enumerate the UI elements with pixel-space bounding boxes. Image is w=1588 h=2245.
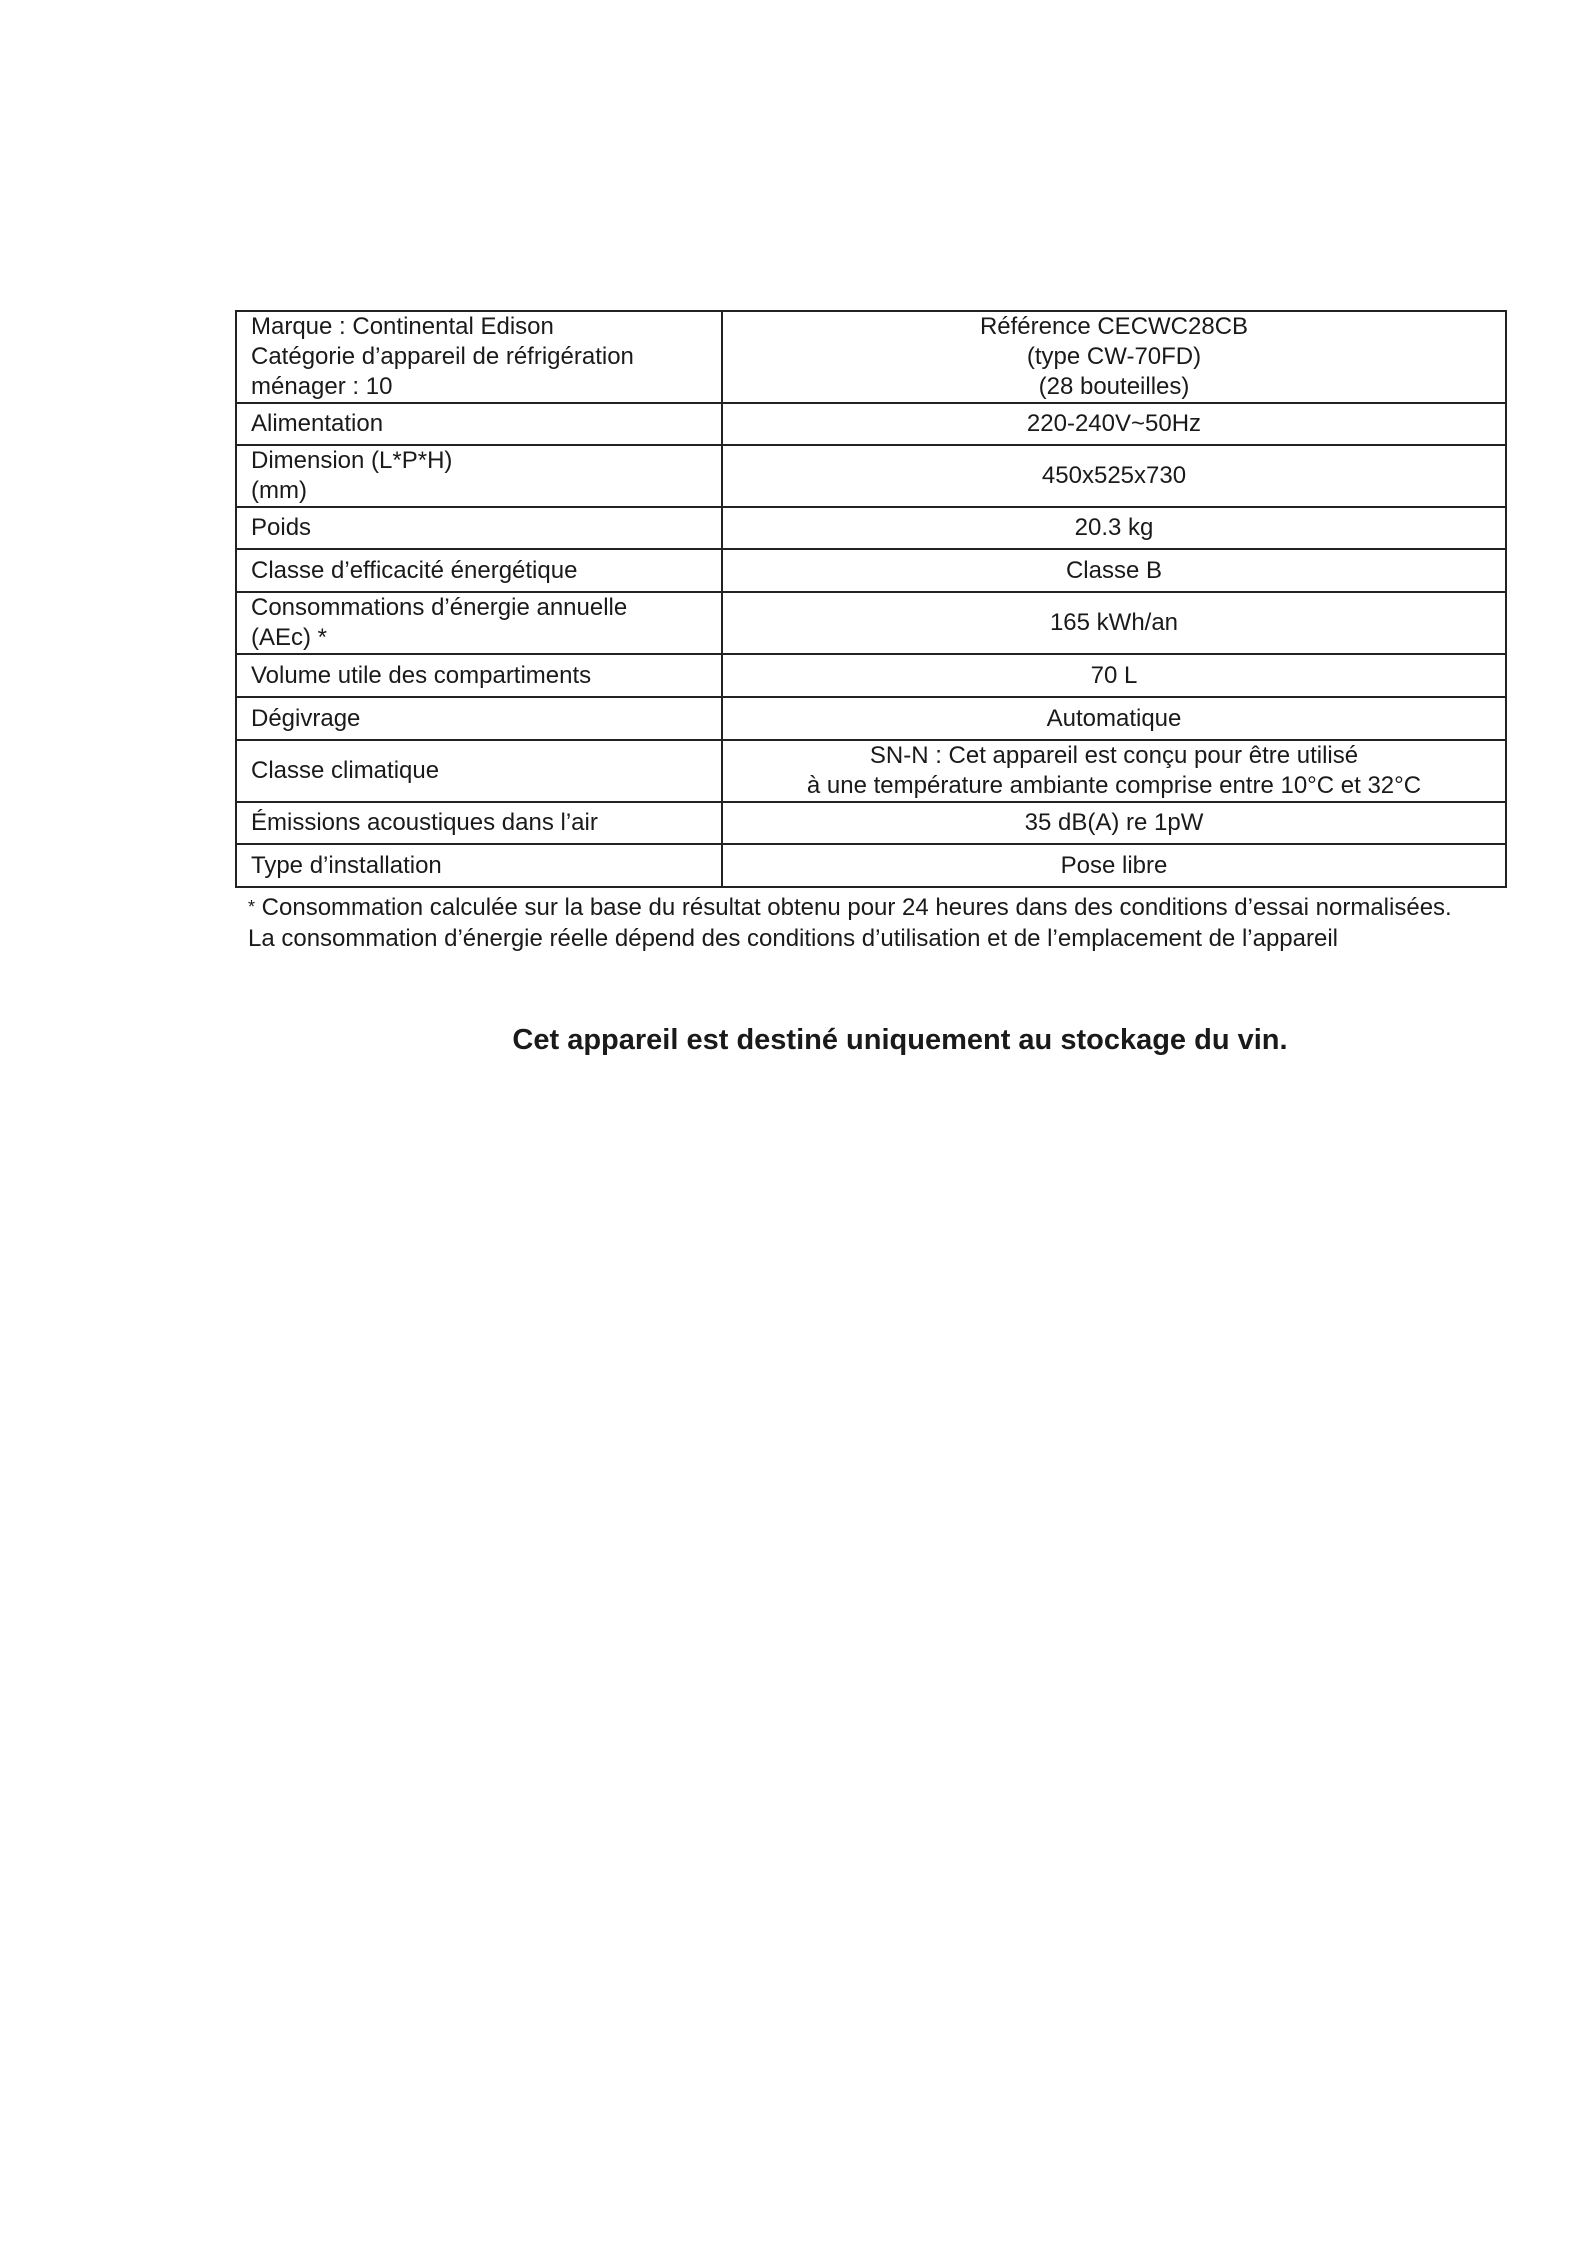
table-row (236, 403, 1506, 445)
installation-type-value: Pose libre (722, 844, 1506, 887)
installation-type-label: Type d’installation (236, 844, 722, 887)
annual-consumption-value: 165 kWh/an (722, 592, 1506, 654)
weight-value: 20.3 kg (722, 507, 1506, 549)
table-row (236, 507, 1506, 549)
dimension-value: 450x525x730 (722, 445, 1506, 507)
defrost-label: Dégivrage (236, 697, 722, 740)
climate-class-label: Classe climatique (236, 740, 722, 802)
footnote (248, 892, 1568, 954)
table-row (236, 311, 1506, 403)
table-row (236, 549, 1506, 592)
volume-label: Volume utile des compartiments (236, 654, 722, 697)
volume-value: 70 L (722, 654, 1506, 697)
acoustic-emissions-label: Émissions acoustiques dans l’air (236, 802, 722, 844)
dimension-label: Dimension (L*P*H) (mm) (236, 445, 722, 507)
table-row (236, 445, 1506, 507)
footnote-text: Consommation calculée sur la base du résultat obtenu pour 24 heures dans des conditions d’essai normalisées. La consommation d’énergie réelle dépend des conditions d’utilisation et de l’emplacement de l’appareil (248, 894, 1452, 952)
reference-value: Référence CECWC28CB (type CW-70FD) (28 bouteilles) (722, 311, 1506, 403)
power-supply-value: 220-240V~50Hz (722, 403, 1506, 445)
spec-table (235, 310, 1507, 888)
power-supply-label: Alimentation (236, 403, 722, 445)
storage-notice: Cet appareil est destiné uniquement au stockage du vin. (512, 1024, 1288, 1056)
table-row (236, 592, 1506, 654)
table-row (236, 802, 1506, 844)
acoustic-emissions-value: 35 dB(A) re 1pW (722, 802, 1506, 844)
brand-category-label: Marque : Continental Edison Catégorie d’appareil de réfrigération ménager : 10 (236, 311, 722, 403)
defrost-value: Automatique (722, 697, 1506, 740)
annual-consumption-label: Consommations d’énergie annuelle (AEc) * (236, 592, 722, 654)
energy-class-label: Classe d’efficacité énergétique (236, 549, 722, 592)
table-row (236, 697, 1506, 740)
energy-class-value: Classe B (722, 549, 1506, 592)
table-row (236, 654, 1506, 697)
table-row (236, 844, 1506, 887)
footnote-marker: * (248, 897, 256, 917)
climate-class-value: SN-N : Cet appareil est conçu pour être utilisé à une température ambiante comprise entre 10°C et 32°C (722, 740, 1506, 802)
table-row (236, 740, 1506, 802)
weight-label: Poids (236, 507, 722, 549)
